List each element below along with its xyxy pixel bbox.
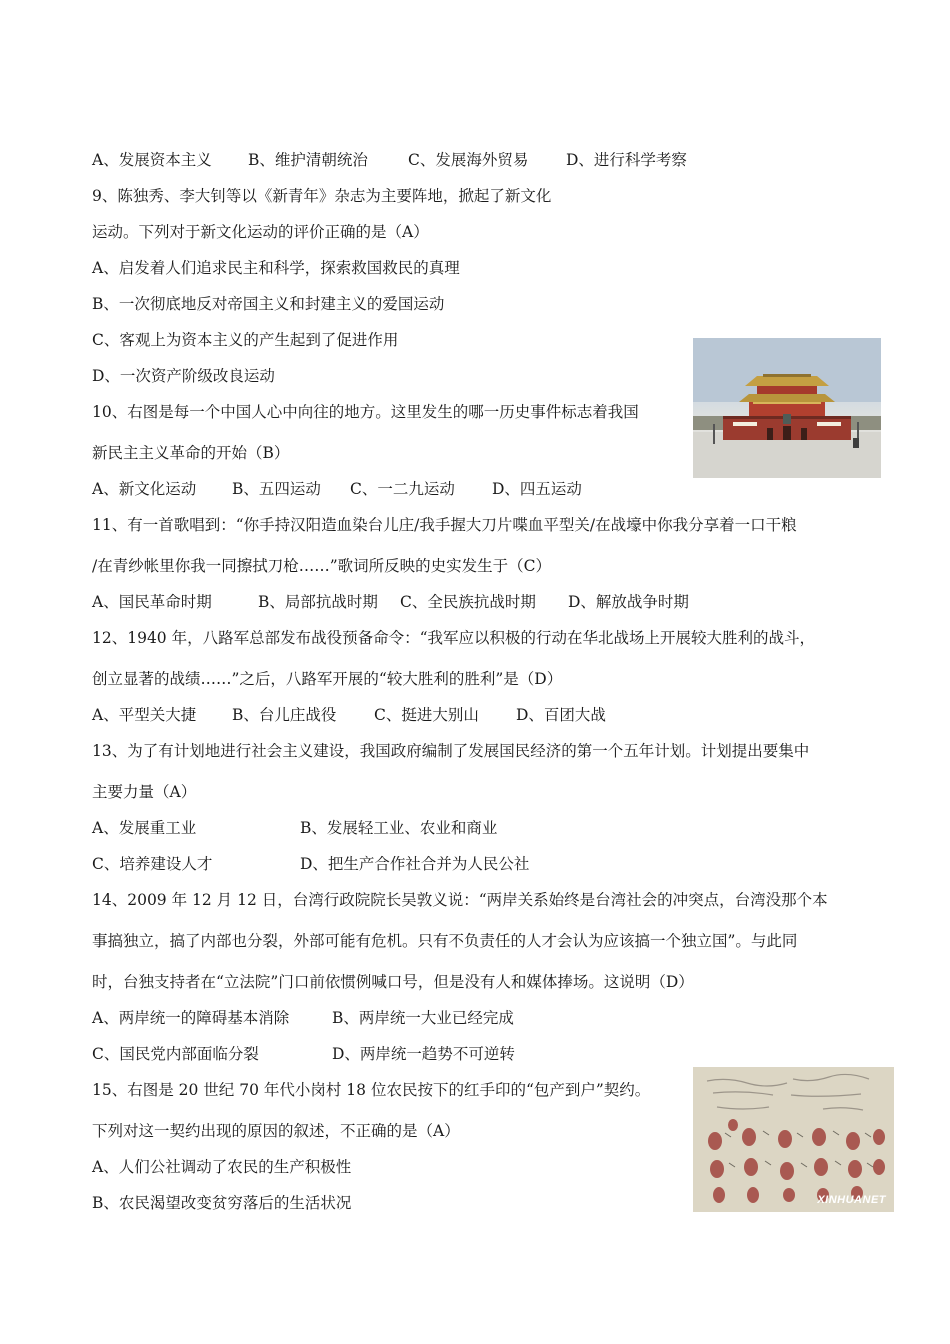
option-d: D、解放战争时期 [568, 593, 689, 611]
option-c: C、培养建设人才 [92, 855, 213, 873]
xinhuanet-watermark: XINHUANET [817, 1194, 886, 1206]
option-b: B、两岸统一大业已经完成 [332, 1009, 514, 1027]
q10-stem-2: 新民主主义革命的开始（B） [92, 444, 290, 462]
q14-options-row1 [92, 1008, 514, 1028]
q9-stem-1: 9、陈独秀、李大钊等以《新青年》杂志为主要阵地，掀起了新文化 [92, 187, 552, 205]
option-b: B、局部抗战时期 [258, 593, 378, 611]
q13-options-row2 [92, 854, 529, 874]
option-d: D、四五运动 [492, 480, 582, 498]
q11-stem-1: 11、有一首歌唱到：“你手持汉阳造血染台儿庄/我手握大刀片喋血平型关/在战壕中你我分享着一口干粮 [92, 516, 797, 534]
option-c: C、全民族抗战时期 [400, 593, 536, 611]
option-c: C、挺进大别山 [374, 706, 479, 724]
q10-stem-1: 10、右图是每一个中国人心中向往的地方。这里发生的哪一历史事件标志着我国 [92, 403, 639, 421]
contract-illustration [693, 1067, 894, 1212]
option-d: D、进行科学考察 [566, 151, 687, 169]
q12-stem-1: 12、1940 年，八路军总部发布战役预备命令：“我军应以积极的行动在华北战场上开展较大胜利的战斗， [92, 629, 816, 647]
q11-stem-2: /在青纱帐里你我一同擦拭刀枪……”歌词所反映的史实发生于（C） [92, 557, 552, 575]
q9-option-b: B、一次彻底地反对帝国主义和封建主义的爱国运动 [92, 295, 445, 313]
q14-stem-3: 时，台独支持者在“立法院”门口前依惯例喊口号，但是没有人和媒体捧场。这说明（D） [92, 973, 694, 991]
q14-options-row2 [92, 1044, 515, 1064]
option-b: B、五四运动 [232, 480, 321, 498]
q8-options [92, 150, 687, 170]
option-c: C、一二九运动 [350, 480, 455, 498]
tiananmen-photo [693, 338, 881, 478]
q9-stem-2: 运动。下列对于新文化运动的评价正确的是（A） [92, 223, 429, 241]
q15-option-a: A、人们公社调动了农民的生产积极性 [92, 1158, 352, 1176]
q15-stem-2: 下列对这一契约出现的原因的叙述，不正确的是（A） [92, 1122, 460, 1140]
q15-option-b: B、农民渴望改变贫穷落后的生活状况 [92, 1194, 352, 1212]
q15-stem-1: 15、右图是 20 世纪 70 年代小岗村 18 位农民按下的红手印的“包产到户”契约。 [92, 1081, 651, 1099]
q9-option-a: A、启发着人们追求民主和科学，探索救国救民的真理 [92, 259, 460, 277]
q13-stem-1: 13、为了有计划地进行社会主义建设，我国政府编制了发展国民经济的第一个五年计划。计划提出要集中 [92, 742, 810, 760]
q13-stem-2: 主要力量（A） [92, 783, 197, 801]
q10-options [92, 479, 582, 499]
q11-options [92, 592, 689, 612]
option-b: B、发展轻工业、农业和商业 [300, 819, 498, 837]
option-a: A、两岸统一的障碍基本消除 [92, 1009, 290, 1027]
option-d: D、两岸统一趋势不可逆转 [332, 1045, 515, 1063]
tiananmen-illustration [693, 338, 881, 478]
option-a: A、新文化运动 [92, 480, 197, 498]
q9-option-c: C、客观上为资本主义的产生起到了促进作用 [92, 331, 399, 349]
q12-stem-2: 创立显著的战绩……”之后，八路军开展的“较大胜利的胜利”是（D） [92, 670, 563, 688]
q14-stem-2: 事搞独立，搞了内部也分裂，外部可能有危机。只有不负责任的人才会认为应该搞一个独立国”。与此同 [92, 932, 798, 950]
contract-photo [693, 1067, 894, 1212]
option-a: A、发展资本主义 [92, 151, 212, 169]
option-b: B、维护清朝统治 [248, 151, 368, 169]
q13-options-row1 [92, 818, 497, 838]
q12-options [92, 705, 606, 725]
option-a: A、国民革命时期 [92, 593, 212, 611]
option-c: C、发展海外贸易 [408, 151, 529, 169]
option-a: A、发展重工业 [92, 819, 197, 837]
option-c: C、国民党内部面临分裂 [92, 1045, 259, 1063]
option-d: D、百团大战 [516, 706, 606, 724]
option-d: D、把生产合作社合并为人民公社 [300, 855, 530, 873]
q14-stem-1: 14、2009 年 12 月 12 日，台湾行政院院长吴敦义说：“两岸关系始终是台湾社会的冲突点，台湾没那个本 [92, 891, 828, 909]
option-b: B、台儿庄战役 [232, 706, 337, 724]
q9-option-d: D、一次资产阶级改良运动 [92, 367, 275, 385]
option-a: A、平型关大捷 [92, 706, 197, 724]
